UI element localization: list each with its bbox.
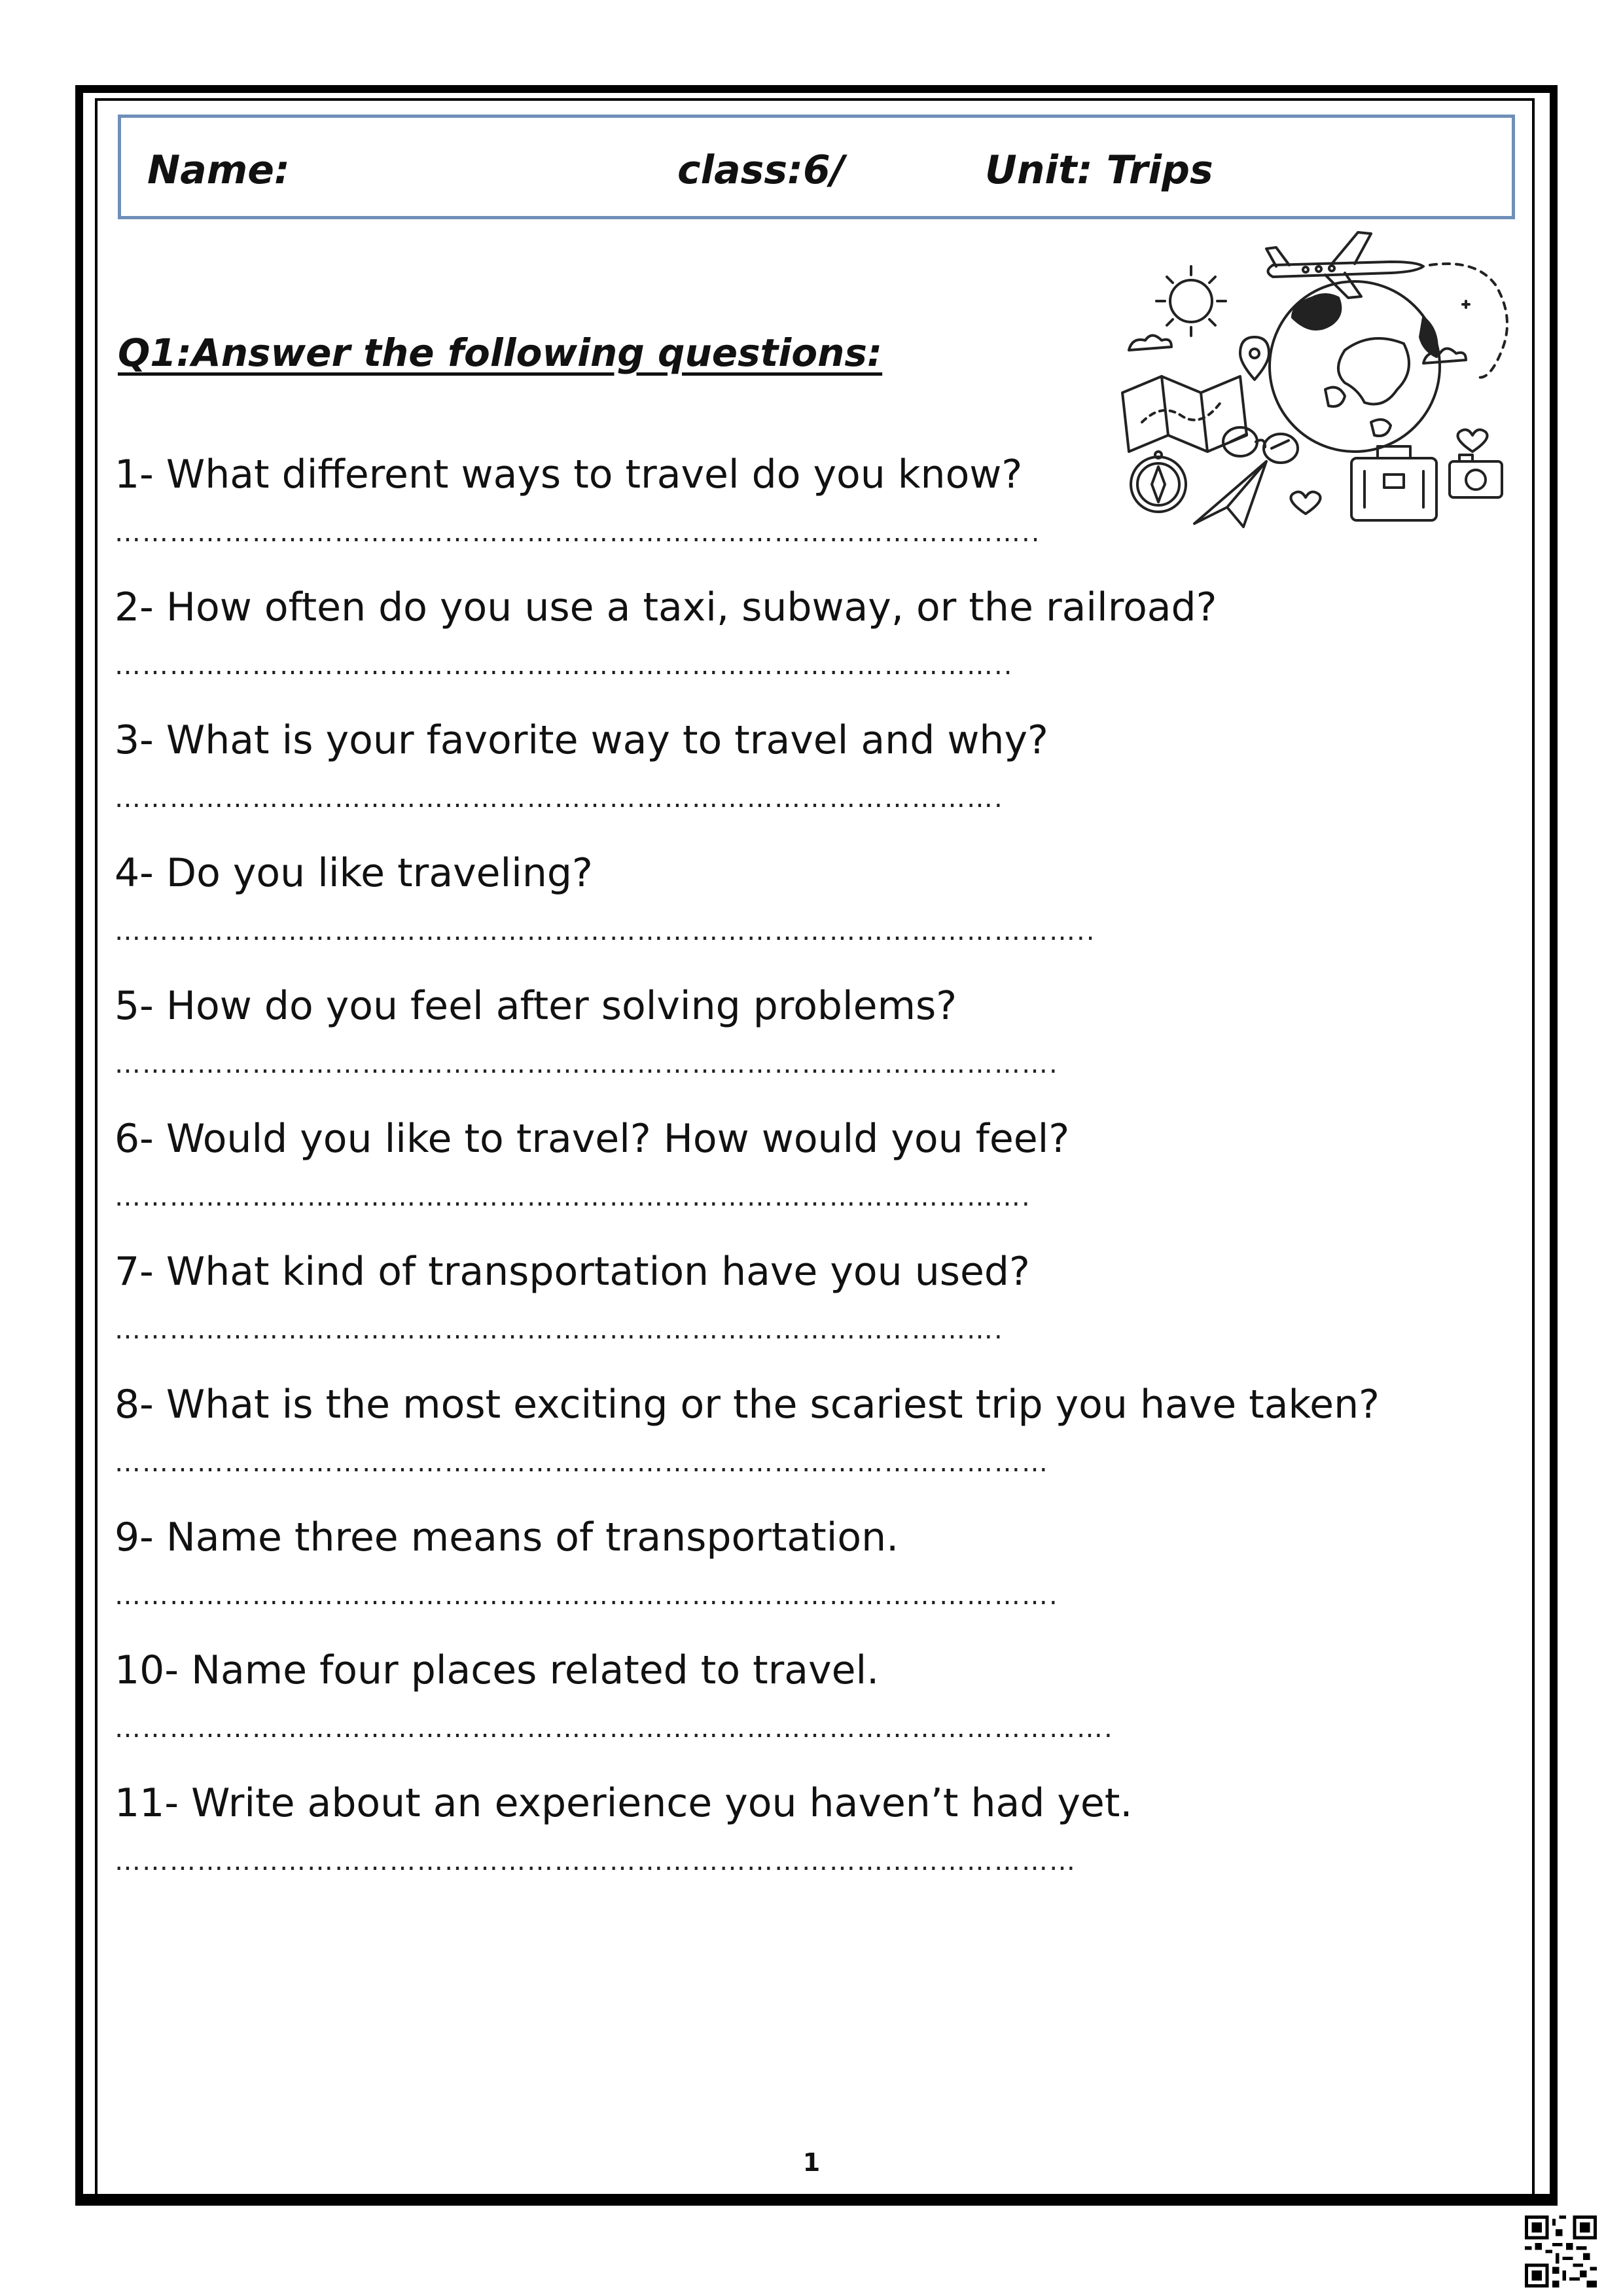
answer-line[interactable]: …………………………………………………………………………………………	[115, 1448, 1049, 1478]
travel-illustration	[1109, 226, 1515, 533]
answer-line[interactable]: ……………………………………………………………………………………………	[115, 1846, 1077, 1876]
question-8	[115, 1382, 1380, 1476]
question-text: 3- What is your favorite way to travel and why?	[115, 717, 1048, 763]
question-text: 1- What different ways to travel do you know?	[115, 452, 1023, 497]
question-text: 10- Name four places related to travel.	[115, 1647, 880, 1693]
question-7	[115, 1249, 1030, 1343]
question-text: 8- What is the most exciting or the scariest trip you have taken?	[115, 1382, 1380, 1427]
question-6	[115, 1116, 1069, 1210]
question-10	[115, 1647, 1114, 1742]
sunglasses-icon	[1223, 427, 1298, 463]
header-box	[118, 115, 1515, 219]
answer-line[interactable]: ………………………………………………………………………………………..	[115, 518, 1041, 548]
suitcase-icon	[1351, 446, 1436, 520]
question-text: 9- Name three means of transportation.	[115, 1515, 899, 1560]
question-1	[115, 452, 1041, 546]
question-5	[115, 983, 1059, 1077]
question-text: 6- Would you like to travel? How would you feel?	[115, 1116, 1070, 1162]
question-text: 2- How often do you use a taxi, subway, or the railroad?	[115, 584, 1217, 630]
page-border-bottom	[75, 2194, 1558, 2206]
question-text: 11- Write about an experience you haven’t had yet.	[115, 1780, 1133, 1826]
section-title: Q1:Answer the following questions:	[118, 331, 883, 375]
compass-icon	[1131, 452, 1186, 512]
sun-icon	[1156, 266, 1226, 336]
paper-plane-icon	[1194, 461, 1266, 527]
answer-line[interactable]: ……………………………………………………………………………………………….	[115, 1713, 1114, 1744]
unit-label: Unit: Trips	[985, 147, 1213, 193]
page-number: 1	[802, 2148, 821, 2177]
answer-line[interactable]: …………………………………………………………………………………….	[115, 1315, 1004, 1345]
answer-line[interactable]: ………………………………………………………………………………………….	[115, 1049, 1059, 1079]
map-icon	[1122, 376, 1247, 452]
question-2	[115, 584, 1217, 679]
class-label: class:6/	[677, 147, 845, 193]
airplane-icon	[1266, 232, 1423, 298]
question-9	[115, 1515, 1059, 1609]
name-label: Name:	[147, 147, 290, 193]
question-text: 5- How do you feel after solving problems?	[115, 983, 957, 1029]
answer-line[interactable]: ……………………………………………………………………………………….	[115, 1182, 1031, 1212]
globe-icon	[1270, 281, 1440, 452]
answer-line[interactable]: ………………………………………………………………………………………….	[115, 1581, 1059, 1611]
answer-line[interactable]: ……………………………………………………………………………………..	[115, 651, 1014, 681]
question-3	[115, 717, 1048, 812]
question-4	[115, 850, 1096, 944]
question-text: 4- Do you like traveling?	[115, 850, 593, 896]
question-11	[115, 1780, 1132, 1874]
question-text: 7- What kind of transportation have you used?	[115, 1249, 1030, 1295]
qr-code-icon[interactable]	[1525, 2215, 1597, 2287]
answer-line[interactable]: …………………………………………………………………………………….	[115, 783, 1004, 814]
answer-line[interactable]: ……………………………………………………………………………………………..	[115, 916, 1096, 946]
camera-icon	[1450, 455, 1502, 497]
